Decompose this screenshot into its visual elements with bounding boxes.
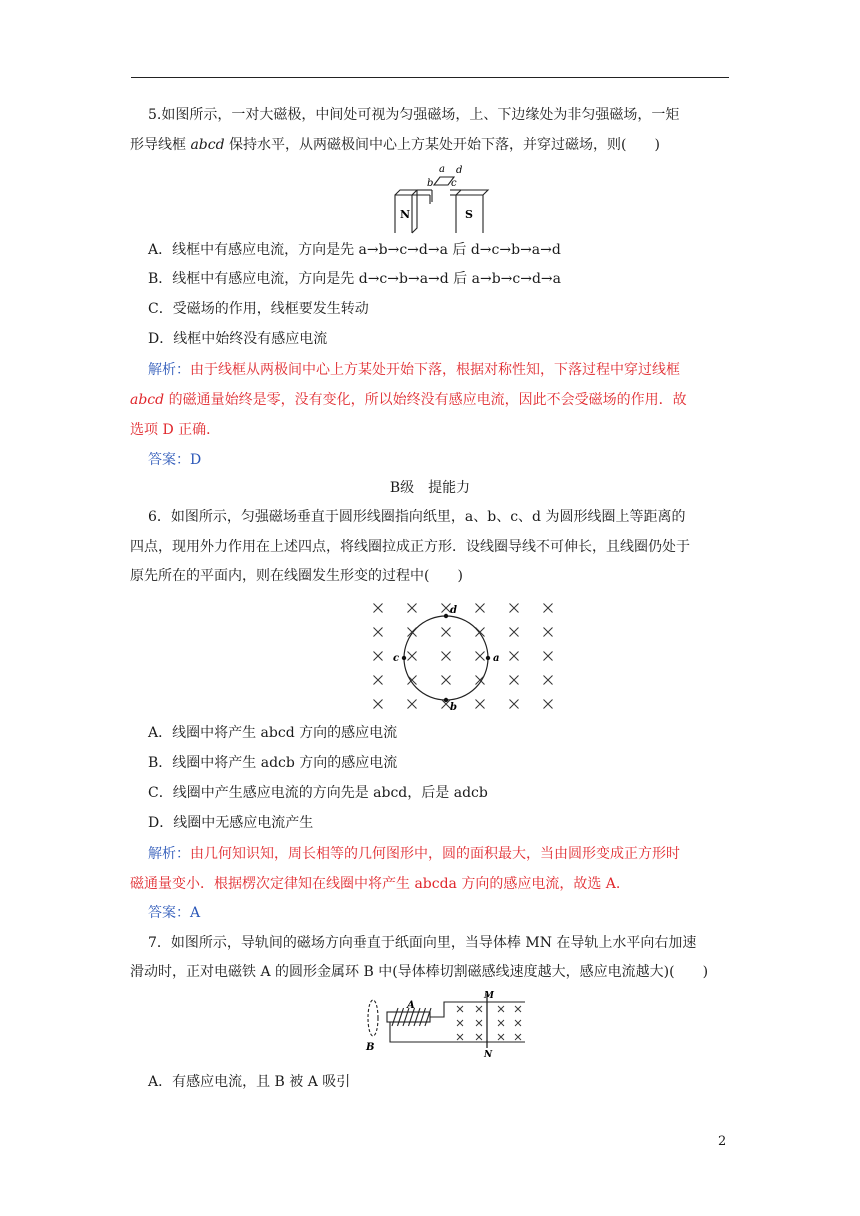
q7-line2: 滑动时，正对电磁铁 A 的圆形金属环 B 中(导体棒切割磁感线速度越大，感应电流越大)( )	[130, 964, 709, 980]
field-cross-icon	[544, 628, 553, 637]
field-cross-icon	[476, 628, 485, 637]
magnet-figure	[390, 160, 510, 240]
field-cross-icon	[476, 604, 485, 613]
q6-label-a: a	[493, 653, 500, 664]
q6-option-b: B．线圈中将产生 adcb 方向的感应电流	[148, 755, 398, 771]
field-cross-icon	[374, 700, 383, 709]
q5-line2: 形导线框 abcd 保持水平，从两磁极间中心上方某处开始下落，并穿过磁场，则( )	[130, 137, 660, 153]
q6-option-d: D．线圈中无感应电流产生	[148, 815, 314, 831]
q6-label-c: c	[393, 653, 400, 664]
field-cross-icon	[457, 1006, 463, 1012]
q5-analysis-line1: 解析：由于线框从两极间中心上方某处开始下落，根据对称性知，下落过程中穿过线框	[148, 362, 680, 378]
q6-label-b: b	[450, 702, 457, 713]
page-number: 2	[718, 1134, 727, 1149]
field-cross-icon	[498, 1020, 504, 1026]
q5-analysis-line3: 选项 D 正确．	[130, 422, 221, 438]
q5-label-a: a	[439, 164, 445, 175]
q5-option-b: B．线框中有感应电流，方向是先 d→c→b→a→d 后 a→b→c→d→a	[148, 271, 562, 287]
field-cross-icon	[408, 628, 417, 637]
section-heading-b: B级 提能力	[389, 480, 471, 496]
q5-pole-s: S	[465, 208, 473, 221]
q5-option-a: A．线框中有感应电流，方向是先 a→b→c→d→a 后 d→c→b→a→d	[148, 242, 561, 258]
q7-label-M: M	[484, 991, 494, 1001]
analysis-label: 解析：	[148, 846, 190, 862]
analysis-label: 解析：	[148, 362, 190, 378]
rail-electromagnet-figure	[362, 990, 532, 1060]
field-cross-icon	[510, 628, 519, 637]
field-cross-icon	[374, 604, 383, 613]
field-cross-icon	[374, 652, 383, 661]
q5-label-d: d	[456, 165, 463, 176]
q7-option-a: A．有感应电流，且 B 被 A 吸引	[148, 1074, 351, 1090]
q6-line1: 6．如图所示，匀强磁场垂直于圆形线圈指向纸里，a、b、c、d 为圆形线圈上等距离的	[148, 509, 686, 525]
field-cross-icon	[510, 604, 519, 613]
q5-label-b: b	[427, 178, 434, 189]
field-cross-icon	[510, 676, 519, 685]
q7-label-N: N	[484, 1050, 493, 1060]
q6-line3: 原先所在的平面内，则在线圈发生形变的过程中( )	[130, 568, 463, 584]
field-cross-icon	[510, 700, 519, 709]
field-cross-icon	[498, 1006, 504, 1012]
field-cross-icon	[457, 1034, 463, 1040]
field-cross-icon	[515, 1020, 521, 1026]
field-cross-icon	[544, 604, 553, 613]
field-cross-icon	[442, 628, 451, 637]
field-cross-icon	[510, 652, 519, 661]
q6-line2: 四点，现用外力作用在上述四点，将线圈拉成正方形．设线圈导线不可伸长，且线圈仍处于	[130, 539, 690, 555]
q6-option-a: A．线圈中将产生 abcd 方向的感应电流	[148, 725, 398, 741]
q6-option-c: C．线圈中产生感应电流的方向先是 abcd，后是 adcb	[148, 785, 488, 801]
q7-label-A: A	[407, 1000, 415, 1011]
field-cross-icon	[476, 1006, 482, 1012]
q5-option-c: C．受磁场的作用，线框要发生转动	[148, 301, 369, 317]
field-cross-icon	[408, 652, 417, 661]
q5-pole-n: N	[399, 208, 411, 221]
field-cross-icon	[442, 676, 451, 685]
field-cross-icon	[374, 676, 383, 685]
field-cross-icon	[476, 1034, 482, 1040]
field-cross-icon	[544, 652, 553, 661]
q7-label-B: B	[366, 1042, 375, 1053]
field-cross-icon	[515, 1006, 521, 1012]
coil-field-figure	[358, 597, 548, 717]
q6-analysis-line1: 解析：由几何知识知，周长相等的几何图形中，圆的面积最大，当由圆形变成正方形时	[148, 846, 680, 862]
field-cross-icon	[498, 1034, 504, 1040]
field-cross-icon	[408, 700, 417, 709]
field-cross-icon	[457, 1020, 463, 1026]
field-cross-icon	[476, 1020, 482, 1026]
field-cross-icon	[442, 652, 451, 661]
q5-line1: 5.如图所示，一对大磁极，中间处可视为匀强磁场，上、下边缘处为非匀强磁场，一矩	[148, 107, 680, 123]
q5-label-c: c	[451, 178, 457, 189]
q7-line1: 7．如图所示，导轨间的磁场方向垂直于纸面向里，当导体棒 MN 在导轨上水平向右加速	[148, 935, 697, 951]
field-cross-icon	[476, 700, 485, 709]
q5-answer: 答案：D	[148, 452, 202, 468]
field-cross-icon	[408, 604, 417, 613]
field-cross-icon	[476, 652, 485, 661]
field-cross-icon	[374, 628, 383, 637]
q6-analysis-line2: 磁通量变小．根据楞次定律知在线圈中将产生 abcda 方向的感应电流，故选 A.	[130, 876, 621, 892]
q5-analysis-line2: abcd 的磁通量始终是零，没有变化，所以始终没有感应电流，因此不会受磁场的作用．故	[130, 392, 687, 408]
q5-option-d: D．线框中始终没有感应电流	[148, 331, 328, 347]
header-rule	[131, 77, 729, 78]
q6-answer: 答案：A	[148, 905, 201, 921]
field-cross-icon	[515, 1034, 521, 1040]
field-cross-icon	[544, 676, 553, 685]
field-cross-icon	[544, 700, 553, 709]
q6-label-d: d	[450, 605, 457, 616]
